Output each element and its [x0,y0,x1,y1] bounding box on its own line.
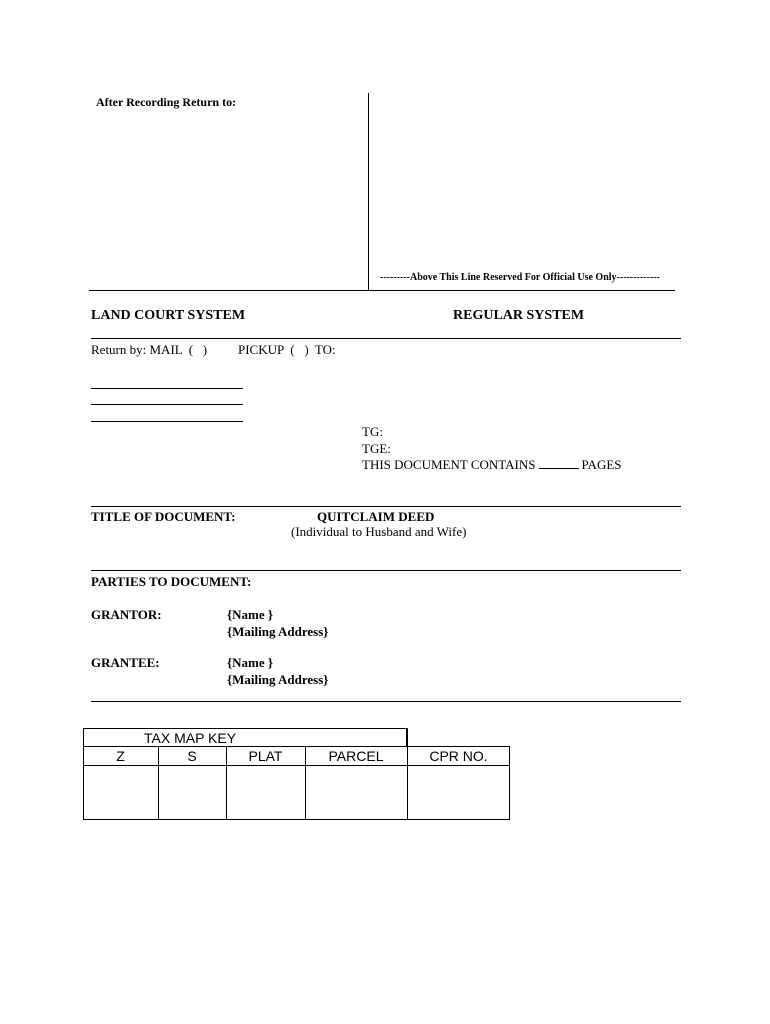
page-count-blank[interactable] [539,458,579,469]
document-title: QUITCLAIM DEED [317,509,435,524]
land-court-system-label: LAND COURT SYSTEM [91,308,246,323]
parties-top-rule [91,570,681,571]
title-top-rule [91,506,681,507]
cell-s[interactable] [159,767,225,819]
tax-map-key-header-rule [83,765,510,766]
tg-label: TG: [362,424,383,439]
address-line-1[interactable] [91,388,243,389]
header-rule [89,290,675,291]
return-by-mail: Return by: MAIL ( ) [91,342,208,357]
col-cpr-no: CPR NO. [429,748,488,764]
grantor-label: GRANTOR: [91,607,162,622]
grantor-name: {Name } [227,607,273,622]
address-line-3[interactable] [91,421,243,422]
return-by-pickup: PICKUP ( ) TO: [238,342,336,357]
tax-map-key-header [83,728,407,746]
title-label: TITLE OF DOCUMENT: [91,509,236,524]
grantee-name: {Name } [227,655,273,670]
tax-map-key-title: TAX MAP KEY [144,730,237,746]
col-z: Z [116,748,125,764]
col-parcel: PARCEL [328,748,384,764]
pages-suffix: PAGES [581,457,622,472]
cell-parcel[interactable] [306,767,406,819]
col-plat: PLAT [248,748,283,764]
tge-label: TGE: [362,441,391,456]
grantee-label: GRANTEE: [91,655,160,670]
grantee-address: {Mailing Address} [227,672,329,687]
address-line-2[interactable] [91,404,243,405]
cell-cpr-no[interactable] [408,767,509,819]
systems-rule [91,338,681,339]
pages-prefix: THIS DOCUMENT CONTAINS [362,457,536,472]
document-subtitle: (Individual to Husband and Wife) [291,524,467,539]
regular-system-label: REGULAR SYSTEM [453,308,585,323]
header-divider [368,93,369,290]
grantor-address: {Mailing Address} [227,624,329,639]
official-use-note: ---------Above This Line Reserved For Official Use Only------------- [380,272,660,283]
col-s: S [187,748,197,764]
return-to-label: After Recording Return to: [96,95,237,109]
parties-label: PARTIES TO DOCUMENT: [91,574,252,589]
cell-plat[interactable] [227,767,304,819]
cell-z[interactable] [84,767,157,819]
parties-bottom-rule [91,701,681,702]
page-count-line [362,457,622,473]
